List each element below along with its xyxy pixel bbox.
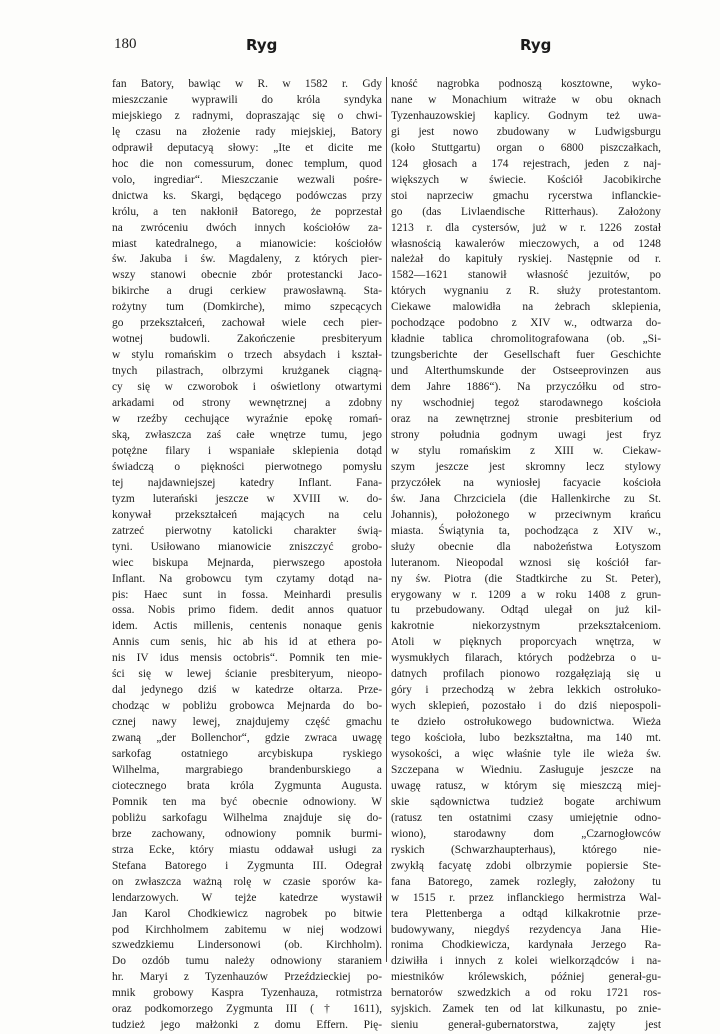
- text-line: tego kościoła, lubo bezkształtna, ma 140 mt.: [391, 732, 661, 745]
- text-line: hoc die non comessurum, donec templum, quod: [112, 157, 382, 170]
- text-line: fana Batorego, zamek rozległy, założony tu: [391, 875, 661, 888]
- text-line: tyzm luterański jeszcze w XVIII w. do-: [112, 492, 382, 505]
- text-line: miestników królewskich, później generał-gu-: [391, 971, 661, 984]
- text-line: tyni. Usiłowano mianowicie zniszczyć grobo-: [112, 540, 382, 553]
- text-line: (ratusz ten ostatnimi czasy umiejętnie odno-: [391, 811, 661, 824]
- text-line: wych sklepień, pozostało i do dziś niepospoli-: [391, 700, 661, 713]
- text-line: dem Jahre 1886“). Na przyczółku od stro-: [391, 381, 661, 394]
- text-line: św. Jana Chrzciciela (die Hallenkirche zu St.: [391, 492, 661, 505]
- text-line: Pomnik ten ma być obecnie odnowiony. W: [112, 795, 382, 808]
- text-line: wszy stanowi obecnie zbór protestancki Jaco-: [112, 269, 382, 282]
- text-line: wiec biskupa Mejnarda, pierwszego apostoła: [112, 556, 382, 569]
- text-line: tnych pilastrach, olbrzymi krużganek ciągną-: [112, 365, 382, 378]
- text-line: te dzieło ostrołukowego budownictwa. Wieża: [391, 716, 661, 729]
- text-line: w 1515 r. przez inflanckiego hermistrza Wal-: [391, 891, 661, 904]
- text-line: miast katedralnego, a mianowicie: kościołów: [112, 237, 382, 250]
- text-line: (koło Stuttgartu) organ o 6800 piszczałkach,: [391, 141, 661, 154]
- text-line: lendarzowych. W tejże katedrze wystawił: [112, 891, 382, 904]
- text-line: kność nagrobka podnoszą kosztowne, wyko-: [391, 78, 661, 90]
- text-line: w rzeźby cechujące wyraźnie epokę romań-: [112, 413, 382, 426]
- page-number: 180: [114, 36, 137, 52]
- text-line: zwaną „der Bollenchor“, gdzie zwraca uwagę: [112, 732, 382, 745]
- text-line: gi jest nowo zbudowany w Ludwigsburgu: [391, 125, 661, 138]
- text-line: tej najdawniejszej katedry Inflant. Fana-: [112, 476, 382, 489]
- text-line: Tyzenhauzowskiej kaplicy. Godnym też uwa-: [391, 109, 661, 122]
- running-head-left: Ryg: [246, 36, 278, 54]
- text-line: und Alterthumskunde der Ostseeprovinzen aus: [391, 365, 661, 378]
- text-line: należał do kapituły ryskiej. Następnie od r.: [391, 253, 661, 266]
- text-line: przyczółek na wyniosłej facyacie kościoła: [391, 476, 661, 489]
- text-line: oraz na zewnętrznej stronie presbiterium od: [391, 413, 661, 426]
- text-line: rożytny tum (Domkirche), mimo szpecących: [112, 301, 382, 314]
- text-line: Wilhelma, margrabiego brandenburskiego a: [112, 763, 382, 776]
- text-line: własnością kawalerów mieczowych, a od 1248: [391, 237, 661, 250]
- text-line: ryskich (Schwarzhaupterhaus), którego nie-: [391, 843, 661, 856]
- text-line: odprawił deputacyą słowy: „Ite et dicite me: [112, 141, 382, 154]
- text-line: tzungsberichte der Gesellschaft fuer Geschichte: [391, 349, 661, 362]
- text-line: dal jedynego dziś w katedrze ołtarza. Prze-: [112, 684, 382, 697]
- text-line: budowywany, niegdyś rezydencya Jana Hie-: [391, 923, 661, 936]
- text-line: szym jeszcze jest skromny lecz stylowy: [391, 460, 661, 473]
- text-line: dziwiłła i innych z kolei wielkorządców i na-: [391, 955, 661, 968]
- text-line: większych w świecie. Kościół Jacobikirche: [391, 173, 661, 186]
- text-line: pochodzące podobno z XIV w., odtwarza do-: [391, 317, 661, 330]
- text-line: wysmukłych filarach, których podżebrza o u-: [391, 652, 661, 665]
- text-line: idem. Actis millenis, centenis nonaque genis: [112, 620, 382, 633]
- text-line: ciotecznego brata króla Zygmunta Augusta.: [112, 779, 382, 792]
- text-line: których wygnaniu z R. służy protestantom.: [391, 285, 661, 298]
- text-line: 1582—1621 stanowił własność jezuitów, po: [391, 269, 661, 282]
- text-line: tudzież jego małżonki z domu Effern. Pię-: [112, 1019, 382, 1032]
- text-line: świadczą o piękności pierwotnego pomysłu: [112, 460, 382, 473]
- text-line: datnych profilach pionowo rozgałęziają się u: [391, 668, 661, 681]
- text-line: go przekształceń, zachował wiele cech pier-: [112, 317, 382, 330]
- text-line: uwagę ratusz, w którym się mieszczą miej-: [391, 779, 661, 792]
- text-line: cznej nawy lewej, znajdujemy część gmachu: [112, 716, 382, 729]
- text-line: bikirche a drugi cerkiew prawosławną. Sta-: [112, 285, 382, 298]
- text-line: konywał przekształceń mających na celu: [112, 508, 382, 521]
- text-line: św. Jakuba i św. Magdaleny, z których pier-: [112, 253, 382, 266]
- text-line: strony południa godnym uwagi jest fryz: [391, 428, 661, 441]
- text-line: ossa. Nobis primo fidem. dedit annos quatuor: [112, 604, 382, 617]
- text-line: arkadami od strony wewnętrznej a zdobny: [112, 397, 382, 410]
- text-line: chodząc w pobliżu grobowca Mejnarda do bo-: [112, 700, 382, 713]
- text-line: sarkofag ostatniego arcybiskupa ryskiego: [112, 748, 382, 761]
- text-line: Johannis), położonego w przeciwnym krańcu: [391, 508, 661, 521]
- text-line: kakrotnie niekorzystnym przekształceniom.: [391, 620, 661, 633]
- text-line: Szczepana w Wiedniu. Zasługuje jeszcze na: [391, 763, 661, 776]
- text-line: erygowany w r. 1209 a w roku 1408 z grun-: [391, 588, 661, 601]
- text-line: oraz podkomorzego Zygmunta III († 1611),: [112, 1003, 382, 1016]
- text-line: pobliżu sarkofagu Wilhelma znajduje się do-: [112, 811, 382, 824]
- text-line: syjskich. Zamek ten od lat kilkunastu, po znie-: [391, 1003, 661, 1016]
- text-line: brze zachowany, odnowiony pomnik burmi-: [112, 827, 382, 840]
- column-divider: [386, 77, 387, 962]
- text-line: cy się w czworobok i oświetlony otwartymi: [112, 381, 382, 394]
- text-line: miasta. Świątynia ta, pochodząca z XIV w.,: [391, 524, 661, 537]
- text-line: tu przebudowany. Odtąd ulegał on już kil-: [391, 604, 661, 617]
- text-line: Stefana Batorego i Zygmunta III. Odegrał: [112, 859, 382, 872]
- text-line: luteranom. Nieopodal wznosi się kościół far-: [391, 556, 661, 569]
- text-line: hr. Maryi z Tyzenhauzów Przeździeckiej po-: [112, 971, 382, 984]
- text-line: zatrzeć pierwotny katolicki charakter świą-: [112, 524, 382, 537]
- text-line: mnik grobowy Kaspra Tyzenhauza, rotmistrza: [112, 987, 382, 1000]
- text-line: stoi naprzeciw gmachu rycerstwa inflanckie-: [391, 189, 661, 202]
- text-line: sieniu generał-gubernatorstwa, zajęty jest: [391, 1019, 661, 1032]
- text-line: wotnej budowli. Zakończenie presbiteryum: [112, 333, 382, 346]
- text-line: strza Ecke, który miastu oddawał usługi za: [112, 843, 382, 856]
- text-line: ny św. Piotra (die Stadtkirche zu St. Peter),: [391, 572, 661, 585]
- text-line: Atoli w pięknych proporcyach wnętrza, w: [391, 636, 661, 649]
- text-line: kładnie tablica chromolitografowana (ob. „Si-: [391, 333, 661, 346]
- text-line: ny wschodniej tegoż starodawnego kościoła: [391, 397, 661, 410]
- text-line: fan Batory, bawiąc w R. w 1582 r. Gdy: [112, 78, 382, 90]
- text-line: nane w Monachium witraże w obu oknach: [391, 93, 661, 106]
- text-line: lę czasu na złożenie rady miejskiej, Batory: [112, 125, 382, 138]
- running-head-right: Ryg: [520, 36, 552, 54]
- text-line: volo, ingrediar“. Mieszczanie wezwali pośre-: [112, 173, 382, 186]
- text-line: w stylu romańskim o trzech absydach i kształ-: [112, 349, 382, 362]
- text-line: potężne filary i wspaniałe sklepienia dotąd: [112, 444, 382, 457]
- text-line: Inflant. Na grobowcu tym czytamy dotąd na-: [112, 572, 382, 585]
- text-line: tera Plettenberga a odtąd kilkakrotnie prze-: [391, 907, 661, 920]
- text-line: ską, zwłaszcza zaś całe wnętrze tumu, jego: [112, 428, 382, 441]
- text-line: mieszczanie wyprawili do króla syndyka: [112, 93, 382, 106]
- text-line: bernatorów szwedzkich a od roku 1721 ros-: [391, 987, 661, 1000]
- text-line: Jan Karol Chodkiewicz nagrobek po bitwie: [112, 907, 382, 920]
- text-line: dnictwa ks. Skargi, będącego podówczas przy: [112, 189, 382, 202]
- left-column: [112, 77, 382, 1032]
- text-line: Ciekawe malowidła na żebrach sklepienia,: [391, 301, 661, 314]
- text-line: góry i przechodzą w żebra lekkich ostrołuko-: [391, 684, 661, 697]
- text-line: na zwróceniu dwóch innych kościołów za-: [112, 221, 382, 234]
- text-line: w stylu romańskim z XIII w. Ciekaw-: [391, 444, 661, 457]
- text-line: Do ozdób tumu należy odnowiony staraniem: [112, 955, 382, 968]
- text-line: Annis cum senis, hic ab his id at ethera po-: [112, 636, 382, 649]
- text-line: pis: Haec sunt in fossa. Meinhardi presulis: [112, 588, 382, 601]
- right-column: [391, 77, 661, 1032]
- text-line: skie sądownictwa tudzież bogate archiwum: [391, 795, 661, 808]
- text-line: szwedzkiemu Lindersonowi (ob. Kirchholm).: [112, 939, 382, 952]
- text-line: 1213 r. dla cystersów, już w r. 1226 został: [391, 221, 661, 234]
- text-line: służy obecnie dla nabożeństwa Łotyszom: [391, 540, 661, 553]
- text-line: pod Kirchholmem zabitemu w niej wodzowi: [112, 923, 382, 936]
- text-line: on zwłaszcza ważną rolę w czasie sporów ka-: [112, 875, 382, 888]
- page-header: [0, 36, 720, 60]
- text-line: wysokości, a więc właśnie tyle ile wieża św.: [391, 748, 661, 761]
- text-line: 124 głosach a 174 rejestrach, jeden z naj-: [391, 157, 661, 170]
- text-line: go (das Livlaendische Ritterhaus). Założony: [391, 205, 661, 218]
- text-line: ronima Chodkiewicza, kardynała Jerzego Ra-: [391, 939, 661, 952]
- text-line: miejskiego z radnymi, dopraszając się o chwi-: [112, 109, 382, 122]
- text-line: wiono), starodawny dom „Czarnogłowców: [391, 827, 661, 840]
- text-line: królu, a ten nakłonił Batorego, że poprzestał: [112, 205, 382, 218]
- text-line: ści się w lewej ścianie presbiteryum, nieopo-: [112, 668, 382, 681]
- text-line: zwykłą facyatę zdobi olbrzymie popiersie Ste-: [391, 859, 661, 872]
- text-line: nis IV idus mensis octobris“. Pomnik ten mie-: [112, 652, 382, 665]
